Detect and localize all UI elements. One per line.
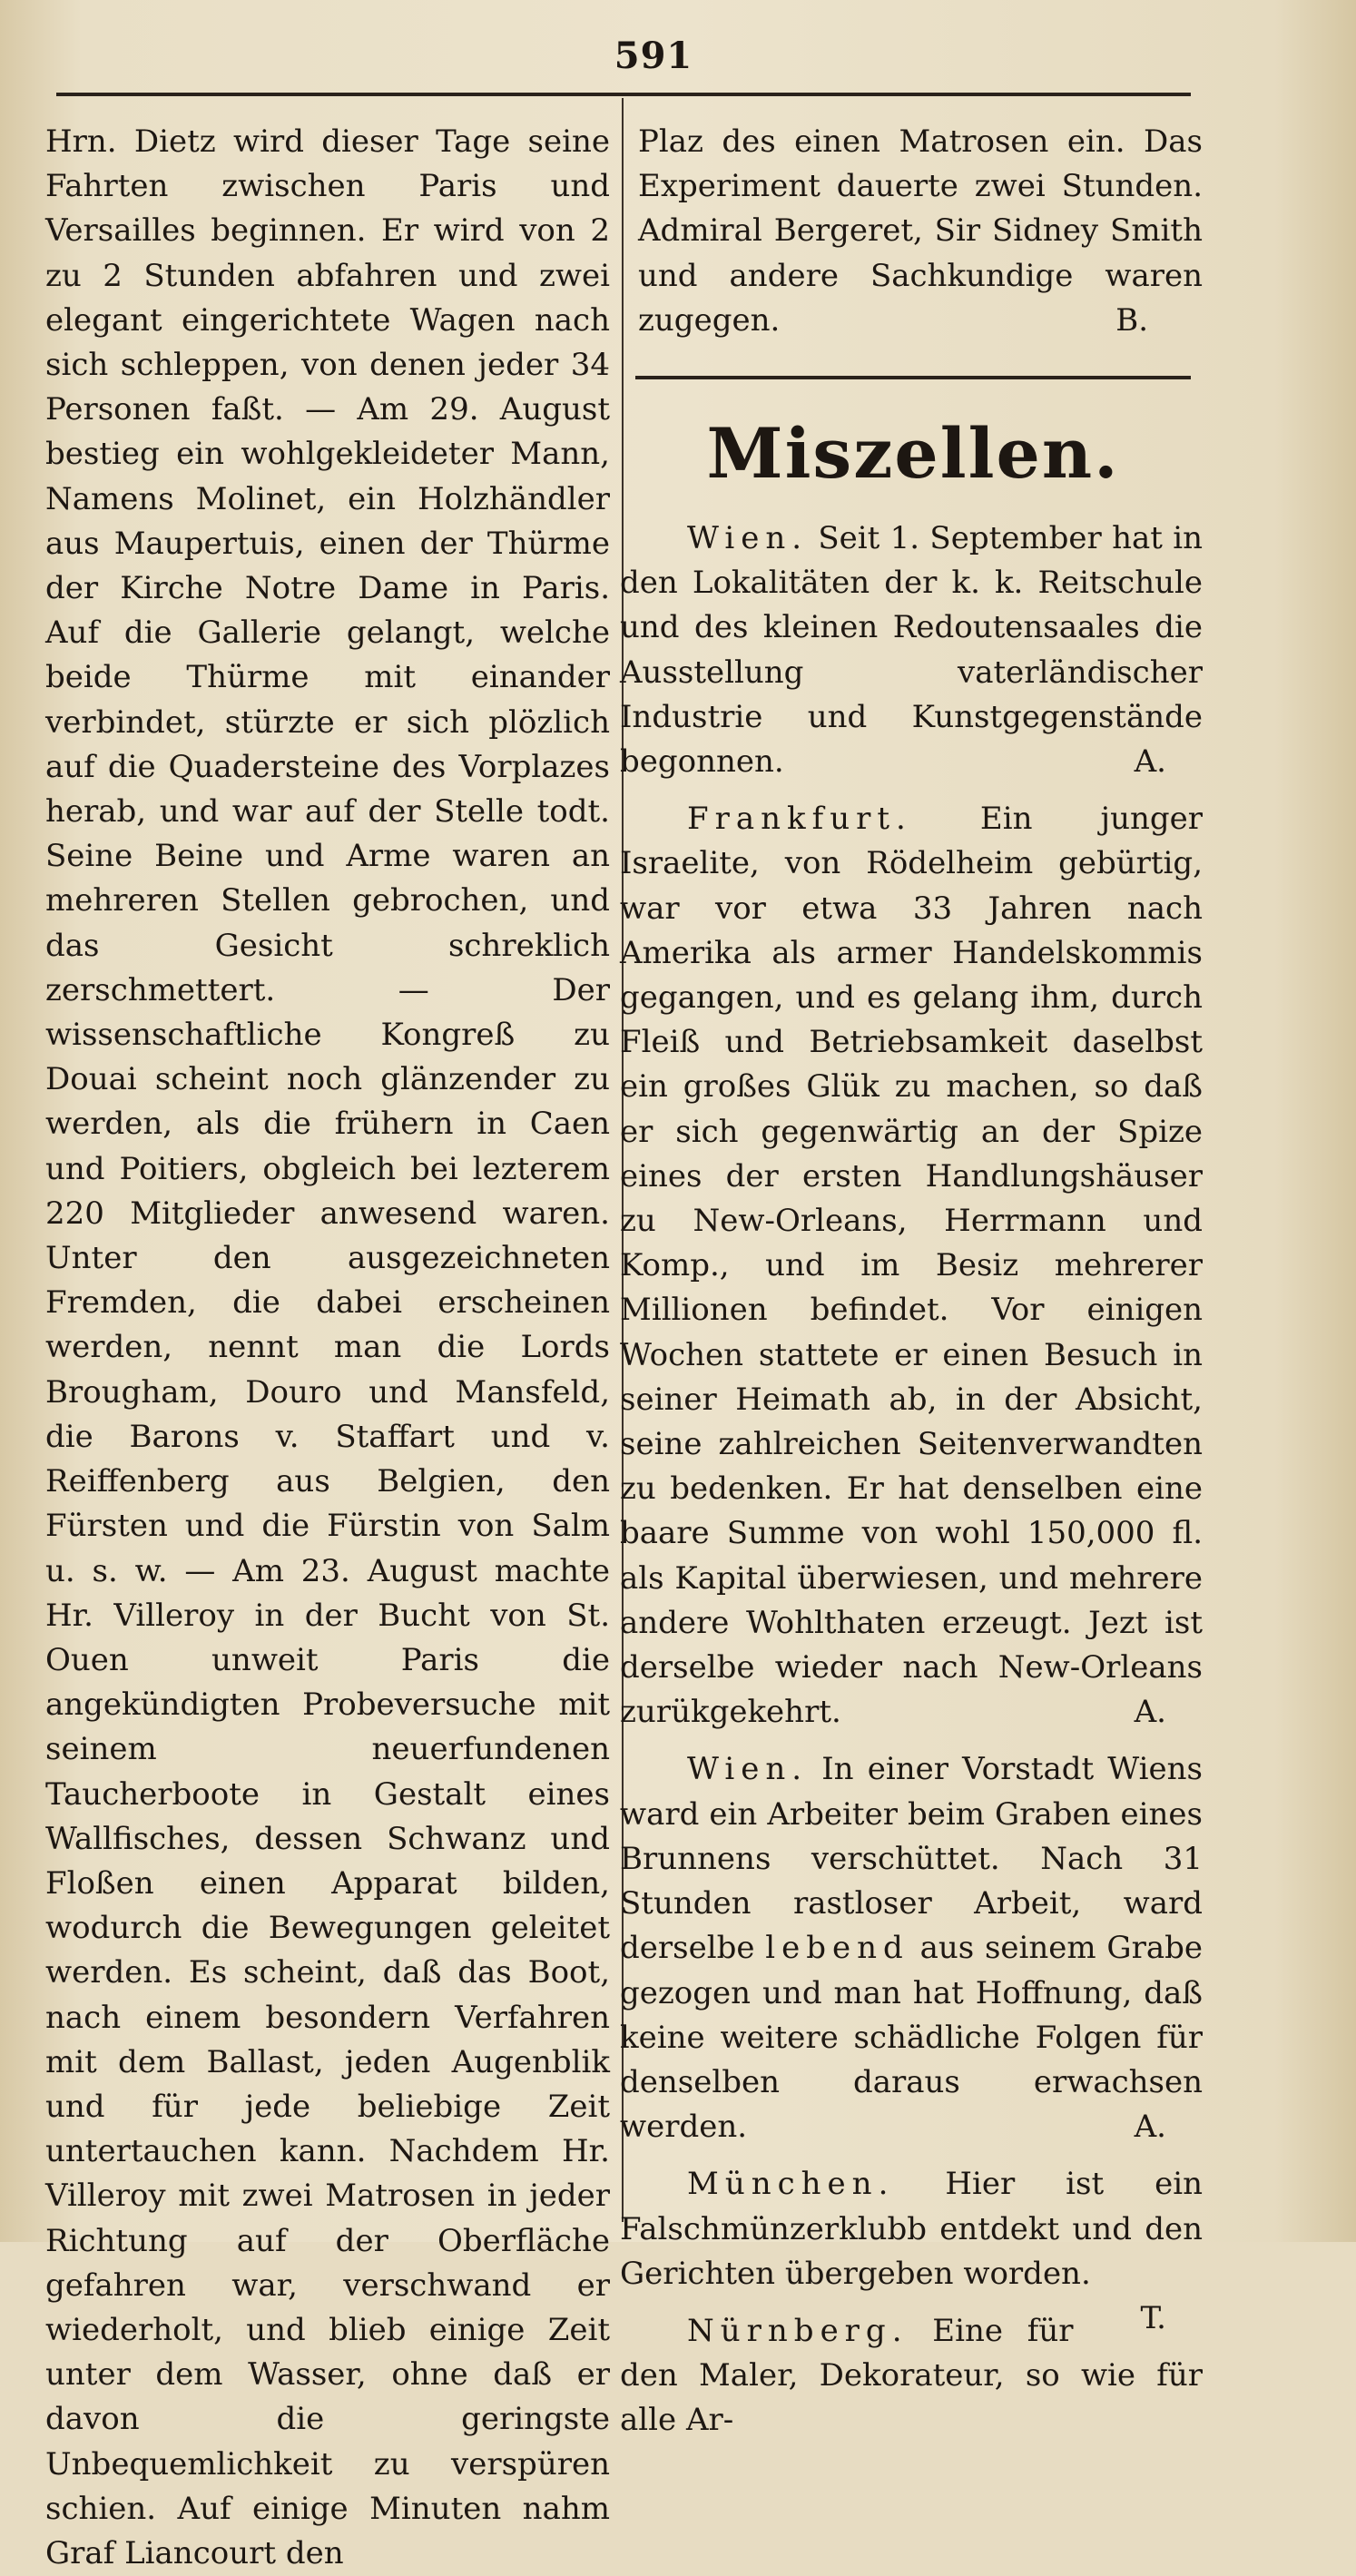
item-text: Ein junger Israelite, von Rödelheim gebürtig, war vor etwa 33 Jahren nach Amerika als armer Handelskommis gegangen, und es gelang ihm, durch Fleiß und Betriebsamkeit daselbst ein großes Glük zu machen, so daß er sich gegenwärtig an der Spize eines der ersten Handlungshäuser zu New-Orleans, Herrmann und Komp., und im Besiz mehrerer Millionen befindet. Vor einigen Wochen stattete er einen Besuch in seiner Heimath ab, in der Absicht, seine zahlreichen Seitenverwandten zu bedenken. Er hat denselben eine baare Summe von wohl 150,000 fl. als Kapital überwiesen, und mehrere andere Wohlthaten erzeugt. Jezt ist derselbe wieder nach New-Orleans zurükgekehrt. bbox=[620, 801, 1204, 1731]
item-dateline: Frankfurt. bbox=[687, 801, 912, 838]
item-signature: A. bbox=[1134, 1694, 1166, 1731]
item-text: Seit 1. September hat in den Lokalitäten der k. k. Reitschule und des kleinen Redoutensaales die Ausstellung vaterländischer Industrie und Kunstgegenstände begonnen. bbox=[620, 520, 1203, 781]
item-text: Eine für den Maler, Dekorateur, so wie für alle Ar- bbox=[620, 2312, 1203, 2439]
item-signature: T. bbox=[1140, 2299, 1166, 2336]
continuation-paragraph bbox=[638, 120, 1203, 343]
miscellany-column bbox=[620, 516, 1203, 2443]
signature: B. bbox=[1115, 301, 1148, 339]
item-signature: A. bbox=[1134, 743, 1166, 781]
news-item-frankfurt bbox=[620, 797, 1203, 1735]
item-dateline: Nürnberg. bbox=[687, 2312, 909, 2349]
left-column-text: Hrn. Dietz wird dieser Tage seine Fahrten zwischen Paris und Versailles beginnen. Er wird von 2 zu 2 Stunden abfahren und zwei elegant eingerichtete Wagen nach sich schleppen, von denen jeder 34 Personen faßt. — Am 29. August bestieg ein wohlgekleideter Mann, Namens Molinet, ein Holzhändler aus Maupertuis, einen der Thürme der Kirche Notre Dame in Paris. Auf die Gallerie gelangt, welche beide Thürme mit einander verbindet, stürzte er sich plözlich auf die Quadersteine des Vorplazes herab, und war auf der Stelle todt. Seine Beine und Arme waren an mehreren Stellen gebrochen, und das Gesicht schreklich zerschmettert. — Der wissenschaftliche Kongreß zu Douai scheint noch glänzender zu werden, als die frühern in Caen und Poitiers, obgleich bei lezterem 220 Mitglieder anwesend waren. Unter den ausgezeichneten Fremden, die dabei erscheinen werden, nennt man die Lords Brougham, Douro und Mansfeld, die Barons v. Staffart und v. Reiffenberg aus Belgien, den Fürsten und die Fürstin von Salm u. s. w. — Am 23. August machte Hr. Villeroy in der Bucht von St. Ouen unweit Paris die angekündigten Probeversuche mit seinem neuerfundenen Taucherboote in Gestalt eines Wallfisches, dessen Schwanz und Floßen einen Apparat bilden, wodurch die Bewegungen geleitet werden. Es scheint, daß das Boot, nach einem besondern Verfahren mit dem Ballast, jeden Augenblik und für jede beliebige Zeit untertauchen kann. Nachdem Hr. Villeroy mit zwei Matrosen in jeder Richtung auf der Oberfläche gefahren war, verschwand er wiederholt, und blieb einige Zeit unter dem Wasser, ohne daß er davon die geringste Unbequemlichkeit zu verspüren schien. Auf einige Minuten nahm Graf Liancourt den bbox=[45, 123, 610, 2571]
right-column-continuation bbox=[638, 120, 1203, 343]
item-text: In einer Vorstadt Wiens ward ein Arbeiter beim Graben eines Brunnens verschüttet. Nach 31 Stunden rastloser Arbeit, ward derselbe bbox=[620, 1751, 1203, 1967]
item-dateline: München. bbox=[687, 2166, 895, 2203]
item-text: Hier ist ein Falschmünzerklubb entdekt und den Gerichten übergeben worden. bbox=[620, 2166, 1203, 2292]
section-rule bbox=[635, 376, 1191, 379]
item-emphasis: lebend bbox=[765, 1930, 909, 1967]
page-number: 591 bbox=[614, 34, 693, 77]
item-dateline: Wien. bbox=[687, 520, 809, 556]
left-column bbox=[45, 120, 610, 2576]
item-signature: A. bbox=[1134, 2109, 1166, 2146]
continuation-text: Plaz des einen Matrosen ein. Das Experiment dauerte zwei Stunden. Admiral Bergeret, Sir Sidney Smith und andere Sachkundige waren zugegen. bbox=[638, 123, 1203, 339]
item-dateline: Wien. bbox=[687, 1751, 809, 1788]
item-text-continued: aus seinem Grabe gezogen und man hat Hoffnung, daß keine weitere schädliche Folgen für denselben daraus erwachsen werden. bbox=[620, 1930, 1204, 2146]
header-rule bbox=[56, 93, 1191, 96]
section-title: Miszellen. bbox=[706, 413, 1120, 494]
news-item-wien-2 bbox=[620, 1747, 1203, 2149]
news-item-wien-1 bbox=[620, 516, 1203, 784]
